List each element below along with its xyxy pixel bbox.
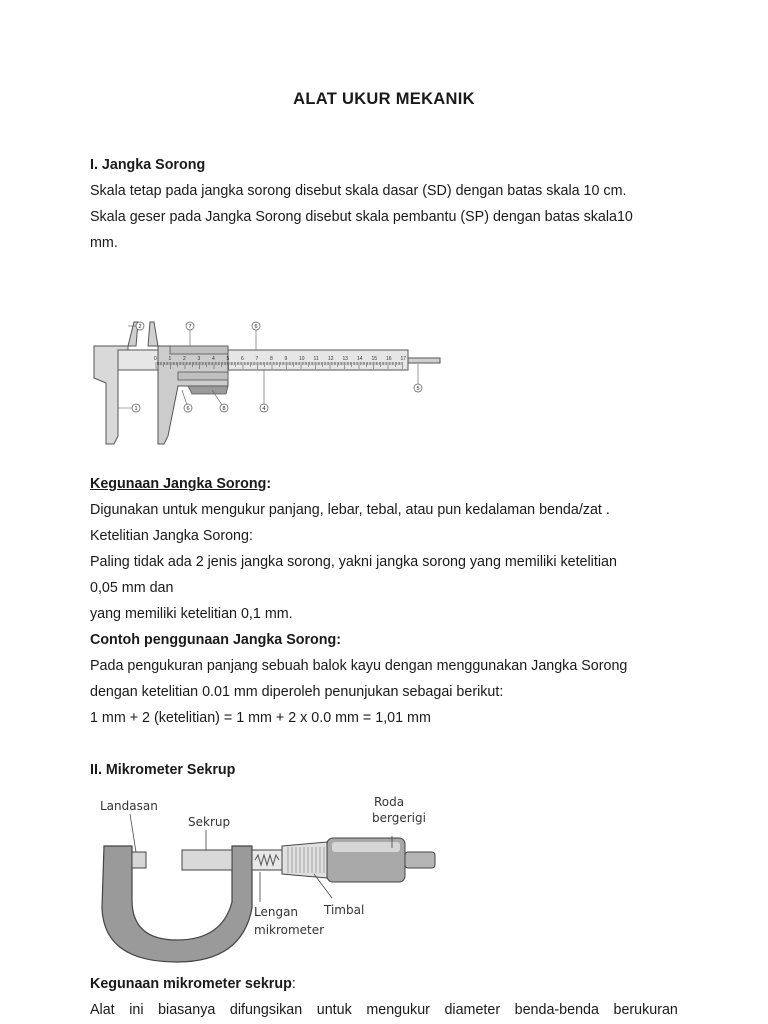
scale-number: 10: [299, 356, 305, 362]
micrometer-sleeve: [252, 850, 282, 870]
scale-number: 14: [357, 356, 363, 362]
callout-number: 2: [138, 324, 142, 330]
scale-number: 11: [313, 356, 319, 362]
callout-number: 1: [134, 406, 138, 412]
label-roda: Roda: [374, 795, 405, 809]
word: berukuran: [613, 1002, 678, 1018]
micrometer-ratchet: [405, 852, 435, 868]
scale-number: 2: [183, 356, 186, 362]
scale-number: 15: [371, 356, 378, 362]
scale-number: 1: [168, 356, 172, 362]
section1-paragraph-2a: Skala geser pada Jangka Sorong disebut skala pembantu (SP) dengan batas skala10: [90, 209, 633, 225]
label-lengan: Lengan: [254, 905, 299, 919]
scale-number: 6: [241, 356, 244, 362]
callout-number: 5: [416, 386, 420, 392]
label-landasan: Landasan: [100, 799, 158, 813]
scale-number: 13: [342, 356, 349, 362]
callout-number: 6: [186, 406, 190, 412]
micrometer-illustration: [92, 790, 442, 965]
ketelitian-text-a: Paling tidak ada 2 jenis jangka sorong, yakni jangka sorong yang memiliki ketelitian: [90, 554, 617, 570]
scale-number: 5: [226, 356, 230, 362]
scale-number: 4: [212, 356, 215, 362]
contoh-text-a: Pada pengukuran panjang sebuah balok kayu dengan menggunakan Jangka Sorong: [90, 658, 628, 674]
ketelitian-text-b: 0,05 mm dan: [90, 580, 174, 596]
kegunaan-mikrometer-heading: Kegunaan mikrometer sekrup: [90, 976, 292, 992]
kegunaan-jangka-heading: Kegunaan Jangka Sorong: [90, 476, 267, 492]
caliper-vernier-plate: [170, 346, 228, 354]
scale-number: 16: [386, 356, 392, 362]
word: difungsikan: [229, 1002, 303, 1018]
callout-number: 8: [222, 406, 226, 412]
word: diameter: [444, 1002, 501, 1018]
micrometer-spindle: [182, 850, 232, 870]
label-sekrup: Sekrup: [188, 815, 231, 829]
word: Alat: [90, 1002, 115, 1018]
kegunaan-jangka-heading-wrap: [90, 476, 271, 492]
scale-number: 12: [328, 356, 334, 362]
section1-paragraph-1: Skala tetap pada jangka sorong disebut skala dasar (SD) dengan batas skala 10 cm.: [90, 183, 627, 199]
scale-number: 17: [400, 356, 407, 362]
ketelitian-heading: Ketelitian Jangka Sorong:: [90, 528, 253, 544]
page-title: ALAT UKUR MEKANIK: [293, 90, 475, 108]
scale-number: 3: [197, 356, 201, 362]
word: mengukur: [366, 1002, 430, 1018]
section2-heading: II. Mikrometer Sekrup: [90, 762, 236, 778]
section1-paragraph-2b: mm.: [90, 235, 118, 251]
ketelitian-text-c: yang memiliki ketelitian 0,1 mm.: [90, 606, 293, 622]
word: benda-benda: [514, 1002, 599, 1018]
word: biasanya: [158, 1002, 216, 1018]
label-timbal: Timbal: [324, 903, 365, 917]
scale-number: 7: [255, 356, 259, 362]
caliper-depth-rod: [408, 358, 440, 363]
kegunaan-jangka-text: Digunakan untuk mengukur panjang, lebar, tebal, atau pun kedalaman benda/zat .: [90, 502, 610, 518]
contoh-heading: Contoh penggunaan Jangka Sorong:: [90, 632, 341, 648]
caliper-upper-jaw-sliding: [148, 322, 158, 346]
scale-number: 0: [154, 356, 157, 362]
word: untuk: [316, 1002, 352, 1018]
kegunaan-jangka-colon: :: [266, 476, 272, 492]
kegunaan-mikrometer-heading-wrap: [90, 976, 296, 992]
label-bergerigi: bergerigi: [372, 811, 426, 825]
contoh-text-c: 1 mm + 2 (ketelitian) = 1 mm + 2 x 0.0 mm = 1,01 mm: [90, 710, 431, 726]
vernier-caliper-illustration: [88, 318, 448, 448]
scale-number: 9: [284, 356, 288, 362]
callout-number: 7: [188, 324, 192, 330]
caliper-thumb-grip: [188, 386, 228, 394]
kegunaan-mikrometer-text: [90, 1002, 678, 1018]
callout-number: 6: [254, 324, 258, 330]
micrometer-anvil: [132, 852, 146, 868]
kegunaan-mikrometer-colon: :: [291, 976, 296, 992]
label-mikrometer: mikrometer: [254, 923, 325, 937]
callout-number: 4: [262, 406, 266, 412]
section1-heading: I. Jangka Sorong: [90, 157, 206, 173]
scale-number: 8: [270, 356, 273, 362]
word: ini: [129, 1002, 144, 1018]
barrel-highlight: [332, 842, 400, 852]
contoh-text-b: dengan ketelitian 0.01 mm diperoleh penunjukan sebagai berikut:: [90, 684, 504, 700]
caliper-vernier-lower: [178, 372, 228, 380]
